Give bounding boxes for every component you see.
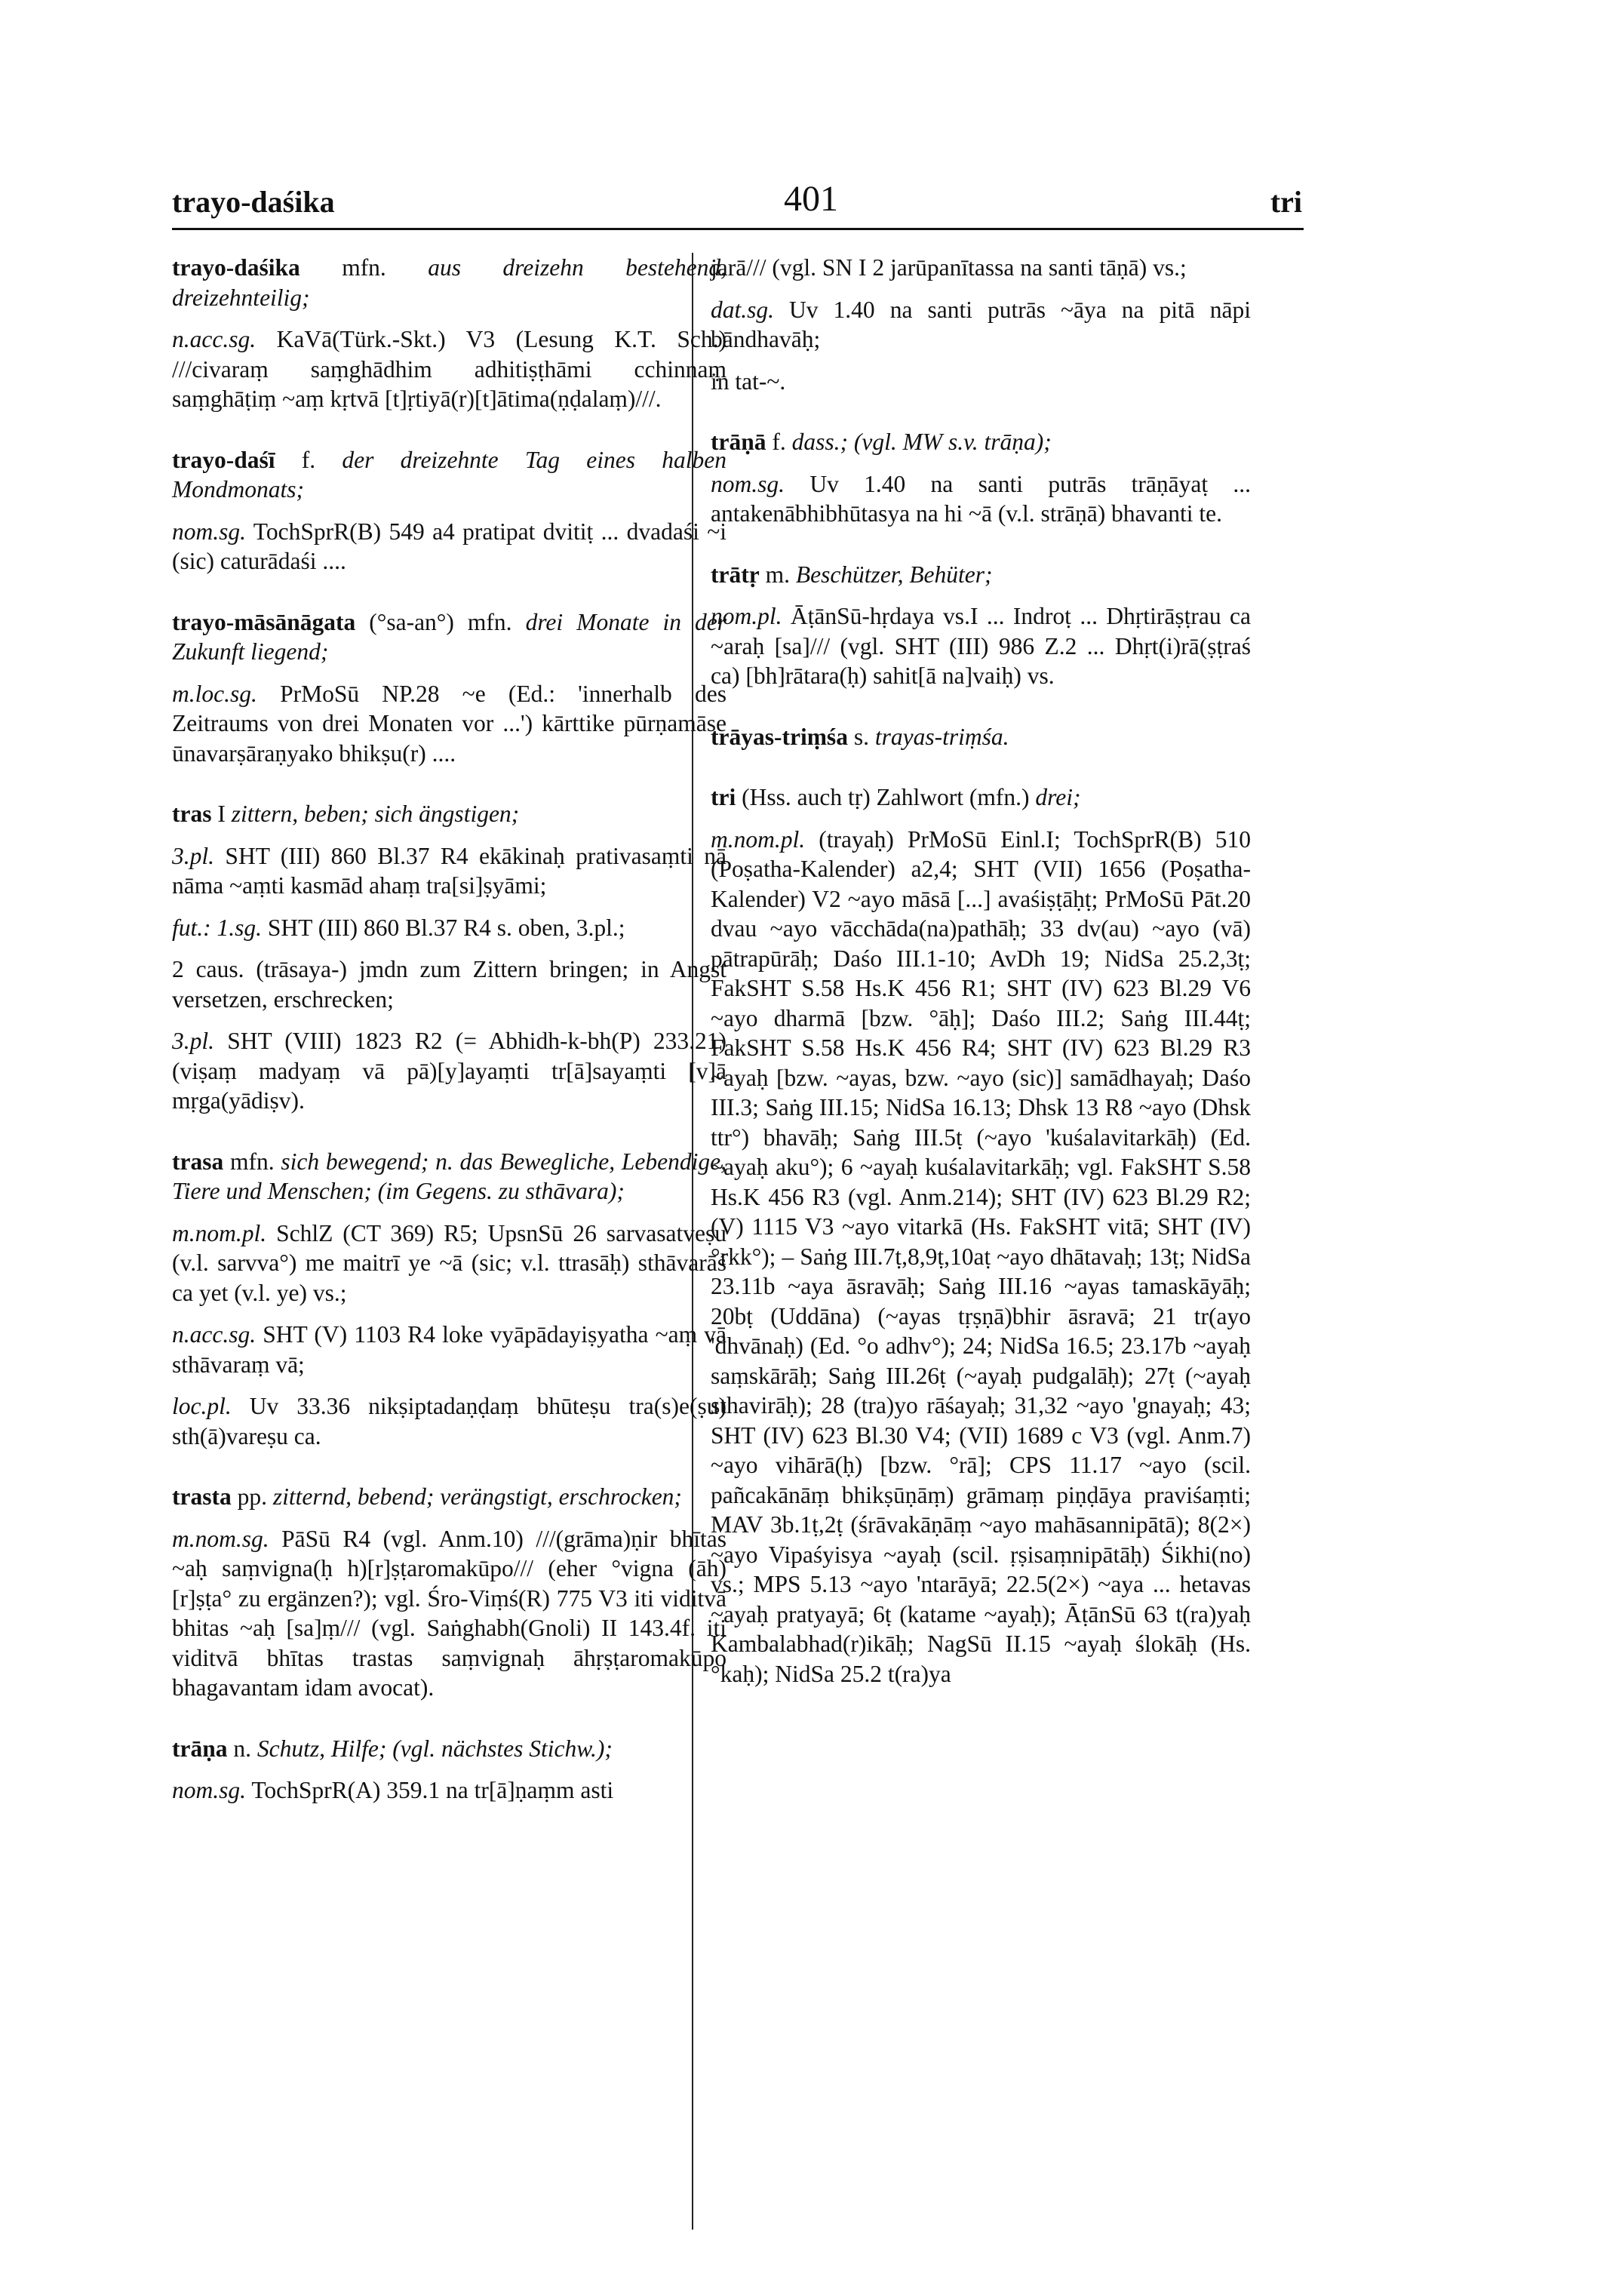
citation-text: in tat-~.: [711, 367, 786, 395]
lemma: trayo-daśī: [172, 446, 275, 473]
gloss: drei;: [1035, 784, 1081, 810]
grammar: s.: [847, 723, 875, 750]
entry-head: [172, 253, 727, 312]
gloss: aus dreizehn bestehend, dreizehnteilig;: [172, 254, 727, 311]
citation-text: PāSū R4 (vgl. Anm.10) ///(grāma)ṇir bhītas ~aḥ saṃvigna(ḥ h)[r]ṣṭaromakūpo/// (eher °vigna (āh)[r]ṣṭa° zu ergänzen?); vgl. Śro-Viṃś(R) 775 V3 iti viditvā bhitas ~aḥ [sa]ṃ/// (vgl. Saṅghabh(Gnoli) II 143.4f. iti viditvā bhītas trastas saṃvignaḥ āhṛṣṭaromakūpo bhagavantam idam avocat).: [172, 1525, 727, 1701]
citation-text: TochSprR(B) 549 a4 pratipat dvitiṭ ... dvadaśi ~i (sic) caturādaśi ....: [172, 518, 727, 574]
citation-line: [172, 324, 727, 414]
grammatical-form: m.nom.sg.: [172, 1525, 269, 1552]
grammatical-form: 3.pl.: [172, 1028, 215, 1054]
gloss: drei Monate in der Zukunft liegend;: [172, 608, 727, 665]
citation-text: TochSprR(A) 359.1 na tr[ā]ṇaṃm asti: [246, 1777, 614, 1803]
citation-text: SHT (VIII) 1823 R2 (= Abhidh-k-bh(P) 233.21) (viṣaṃ madyaṃ vā pā)[y]ayaṃti tr[ā]sayaṃti [v]ā mṛga(yādiṣv).: [172, 1028, 727, 1114]
lemma: trāṇa: [172, 1735, 228, 1762]
grammatical-form: dat.sg.: [711, 296, 775, 323]
citation-line: [172, 679, 727, 769]
gloss: sich bewegend; n. das Bewegliche, Lebendige, Tiere und Menschen; (im Gegens. zu sthāvara);: [172, 1148, 727, 1204]
gloss: der dreizehnte Tag eines halben Mondmonats;: [172, 446, 727, 503]
citation-line: [711, 469, 1251, 529]
citation-text: SchlZ (CT 369) R5; UpsnSū 26 sarvasatveṣu (v.l. sarvva°) me maitrī ye ~ā (sic; v.l. ttrasāḥ) sthāvarāś ca yet (v.l. ye) vs.;: [172, 1219, 727, 1306]
citation-text: Uv 1.40 na santi putrās trāṇāyaṭ ... antakenābhibhūtasya na hi ~ā (v.l. strāṇā) bhavanti te.: [711, 470, 1251, 527]
citation-line: [172, 1391, 727, 1451]
citation-text: SHT (III) 860 Bl.37 R4 ekākinaḥ prativasaṃti nā nāma ~aṃti kasmād ahaṃ tra[si]ṣyāmi;: [172, 842, 727, 899]
entry-head: [172, 607, 727, 667]
grammatical-form: nom.sg.: [711, 470, 785, 497]
grammatical-form: 3.pl.: [172, 842, 215, 869]
grammatical-form: loc.pl.: [172, 1393, 232, 1419]
entry-head: [172, 799, 727, 829]
left-column: [172, 253, 727, 1836]
lemma: trasta: [172, 1483, 232, 1510]
grammar: f.: [275, 446, 343, 473]
dictionary-entry: [172, 445, 727, 576]
grammatical-form: m.nom.pl.: [172, 1219, 267, 1246]
lemma: trayo-daśika: [172, 254, 300, 281]
gloss: Beschützer, Behüter;: [795, 561, 993, 588]
grammatical-form: n.acc.sg.: [172, 1321, 257, 1348]
grammatical-form: nom.pl.: [711, 603, 782, 629]
lemma: trātṛ: [711, 561, 760, 588]
grammatical-form: nom.sg.: [172, 518, 247, 545]
dictionary-entry: [172, 253, 727, 414]
citation-text: PrMoSū NP.28 ~e (Ed.: 'innerhalb des Zeitraums von drei Monaten vor ...') kārttike pūrṇamāse ūnavarṣāraṇyako bhikṣu(r) ....: [172, 680, 727, 767]
citation-line: [172, 1320, 727, 1379]
dictionary-entry: [711, 560, 1251, 691]
citation-text: Uv 1.40 na santi putrās ~āya na pitā nāpi bāndhavāḥ;: [711, 296, 1251, 352]
citation-line: [172, 1524, 727, 1703]
grammar: mfn.: [223, 1148, 281, 1175]
dictionary-entry: [172, 1147, 727, 1452]
entry-head: [711, 722, 1251, 752]
gloss: zittern, beben; sich ängstigen;: [231, 801, 520, 827]
lemma: tras: [172, 801, 212, 827]
dictionary-entry: [172, 1482, 727, 1703]
grammatical-form: m.nom.pl.: [711, 825, 806, 853]
page-number: 401: [784, 179, 838, 219]
entry-head: [711, 782, 1251, 813]
grammar: (°sa-an°) mfn.: [355, 608, 526, 635]
citation-text: (trayaḥ) PrMoSū Einl.I; TochSprR(B) 510 (Poṣatha-Kalender) a2,4; SHT (VII) 1656 (Poṣatha-Kalender) V2 ~ayo māsā [...] avaśiṣṭāḥṭ; PrMoSū Pāt.20 dvau ~ayo vācchāda(na)pathāḥ; 33 dv(au) ~ayo (vā) pātrapūrāḥ; Daśo III.1-10; AvDh 19; NidSa 25.2,3ṭ; FakSHT S.58 Hs.K 456 R1; SHT (IV) 623 Bl.29 V6 ~ayo dharmā [bzw. °āḥ]; Daśo III.2; Saṅg III.44ṭ; FakSHT S.58 Hs.K 456 R4; SHT (IV) 623 Bl.29 R3 ~ayaḥ [bzw. ~ayas, bzw. ~ayo (sic)] samādhayaḥ; Daśo III.3; Saṅg III.15; NidSa 16.13; Dhsk 13 R8 ~ayo (Dhsk ttr°) bhavāḥ; Saṅg III.5ṭ (~ayo 'kuśalavitarkāḥ) (Ed. ~ayaḥ aku°); 6 ~ayaḥ kuśalavitarkāḥ; vgl. FakSHT S.58 Hs.K 456 R3 (vgl. Anm.214); SHT (IV) 623 Bl.29 R2; (V) 1115 V3 ~ayo vitarkā (Hs. FakSHT vitā; SHT (IV) °rkk°); – Saṅg III.7ṭ,8,9ṭ,10aṭ ~ayo dhātavaḥ; 13ṭ; NidSa 23.11b ~aya āsravāḥ; Saṅg III.16 ~ayas tamaskāyāḥ; 20bṭ (Uddāna) (~ayas tṛṣṇā)bhir āsravā; 21 tr(ayo 'dhvānaḥ) (Ed. °o adhv°); 24; NidSa 16.5; 23.17b ~ayaḥ saṃskārāḥ; Saṅg III.26ṭ (~ayaḥ pudgalāḥ); 27ṭ (~ayaḥ sthavirāḥ); 28 (tra)yo rāśayaḥ; 31,32 ~ayo 'gnayaḥ; 43; SHT (IV) 623 Bl.30 V4; (VII) 1689 c V3 (vgl. Anm.7) ~ayo vihārā(ḥ) [bzw. °rā]; CPS 11.17 ~ayo (scil. pañcakānāṃ bhikṣūṇāṃ) grāmaṃ piṇḍāya praviśaṃti; MAV 3b.1ṭ,2ṭ (śrāvakāṇāṃ ~ayo mahāsannipātā); 8(2×) ~ayo Vipaśyisya ~ayaḥ (scil. ṛṣisaṃnipātāḥ) Śikhi(no) vs.; MPS 5.13 ~ayo 'ntarāyā; 22.5(2×) ~aya ... hetavas ~ayaḥ pratyayā; 6ṭ (katame ~ayaḥ); ĀṭānSū 63 t(ra)yaḥ Kambalabhad(r)ikāḥ; NagSū II.15 ~ayaḥ ślokāḥ (Hs. °kaḥ); NidSa 25.2 t(ra)ya: [711, 825, 1251, 1687]
lemma: trāṇā: [711, 429, 766, 455]
dictionary-entry: [711, 782, 1251, 1689]
grammatical-form: nom.sg.: [172, 1777, 247, 1803]
citation-text: ĀṭānSū-hṛdaya vs.I ... Indroṭ ... Dhṛtirāṣṭrau ca ~araḥ [sa]/// (vgl. SHT (III) 986 Z.2 ... Dhṛt(i)rā(ṣṭraś ca) [bh]rātara(ḥ) sahit[ā na]vaiḥ) vs.: [711, 603, 1251, 689]
lemma: trāyas-triṃśa: [711, 723, 848, 750]
grammar: m.: [759, 561, 796, 588]
lemma: trayo-māsānāgata: [172, 608, 356, 635]
citation-line: [172, 1026, 727, 1116]
citation-line: [172, 913, 727, 943]
grammar: pp.: [231, 1483, 273, 1510]
gloss: dass.; (vgl. MW s.v. trāṇa);: [791, 429, 1052, 455]
dictionary-entry: [711, 253, 1251, 396]
running-head-right: tri: [1270, 185, 1302, 219]
entry-head: [172, 1734, 727, 1764]
entry-head: [172, 1147, 727, 1206]
citation-line: [711, 825, 1251, 1689]
lemma: trasa: [172, 1148, 224, 1175]
grammar: mfn.: [300, 254, 429, 281]
dictionary-entry: [172, 607, 727, 769]
entry-head: [172, 445, 727, 505]
citation-text: jarā/// (vgl. SN I 2 jarūpanītassa na santi tāṇā) vs.;: [711, 254, 1187, 281]
dictionary-entry: [172, 799, 727, 1116]
grammar: n.: [227, 1735, 257, 1762]
citation-line: [172, 1775, 727, 1806]
citation-line: [711, 253, 1251, 283]
gloss: trayas-triṃśa.: [874, 723, 1009, 750]
gloss: zitternd, bebend; verängstigt, erschrocken;: [272, 1483, 682, 1510]
header-rule: [172, 228, 1304, 230]
grammatical-form: m.loc.sg.: [172, 680, 257, 707]
citation-line: [172, 517, 727, 576]
entry-head: [172, 1482, 727, 1512]
dictionary-entry: [172, 1734, 727, 1806]
dictionary-entry: [711, 427, 1251, 529]
right-column: [711, 253, 1251, 1720]
citation-line: [172, 1219, 727, 1308]
citation-line: [172, 954, 727, 1014]
citation-text: KaVā(Türk.-Skt.) V3 (Lesung K.T. Sch.) ///civaraṃ saṃghādhim adhitiṣṭhāmi cchinnaṃ saṃghāṭiṃ ~aṃ kṛtvā [t]ṛtiyā(r)[t]ātima(ṇḍalaṃ)///.: [172, 326, 727, 412]
citation-line: [172, 841, 727, 901]
citation-line: [711, 367, 1251, 397]
entry-head: [711, 427, 1251, 457]
lemma: tri: [711, 784, 736, 810]
citation-line: [711, 295, 1251, 355]
entry-head: [711, 560, 1251, 590]
running-head-left: trayo-daśika: [172, 185, 335, 219]
gloss: Schutz, Hilfe; (vgl. nächstes Stichw.);: [257, 1735, 613, 1762]
dictionary-entry: [711, 722, 1251, 752]
citation-text: SHT (V) 1103 R4 loke vyāpādayiṣyatha ~aṃ vā sthāvaraṃ vā;: [172, 1321, 727, 1378]
citation-line: [711, 601, 1251, 691]
citation-text: 2 caus. (trāsaya-) jmdn zum Zittern bringen; in Angst versetzen, erschrecken;: [172, 956, 727, 1013]
citation-text: SHT (III) 860 Bl.37 R4 s. oben, 3.pl.;: [262, 914, 625, 941]
grammar: f.: [766, 429, 792, 455]
grammatical-form: fut.: 1.sg.: [172, 914, 263, 941]
grammar: (Hss. auch tṛ) Zahlwort (mfn.): [736, 784, 1036, 810]
grammatical-form: n.acc.sg.: [172, 326, 257, 352]
citation-text: Uv 33.36 nikṣiptadaṇḍaṃ bhūteṣu tra(s)e(ṣu) sth(ā)vareṣu ca.: [172, 1393, 727, 1449]
grammar: I: [211, 801, 232, 827]
